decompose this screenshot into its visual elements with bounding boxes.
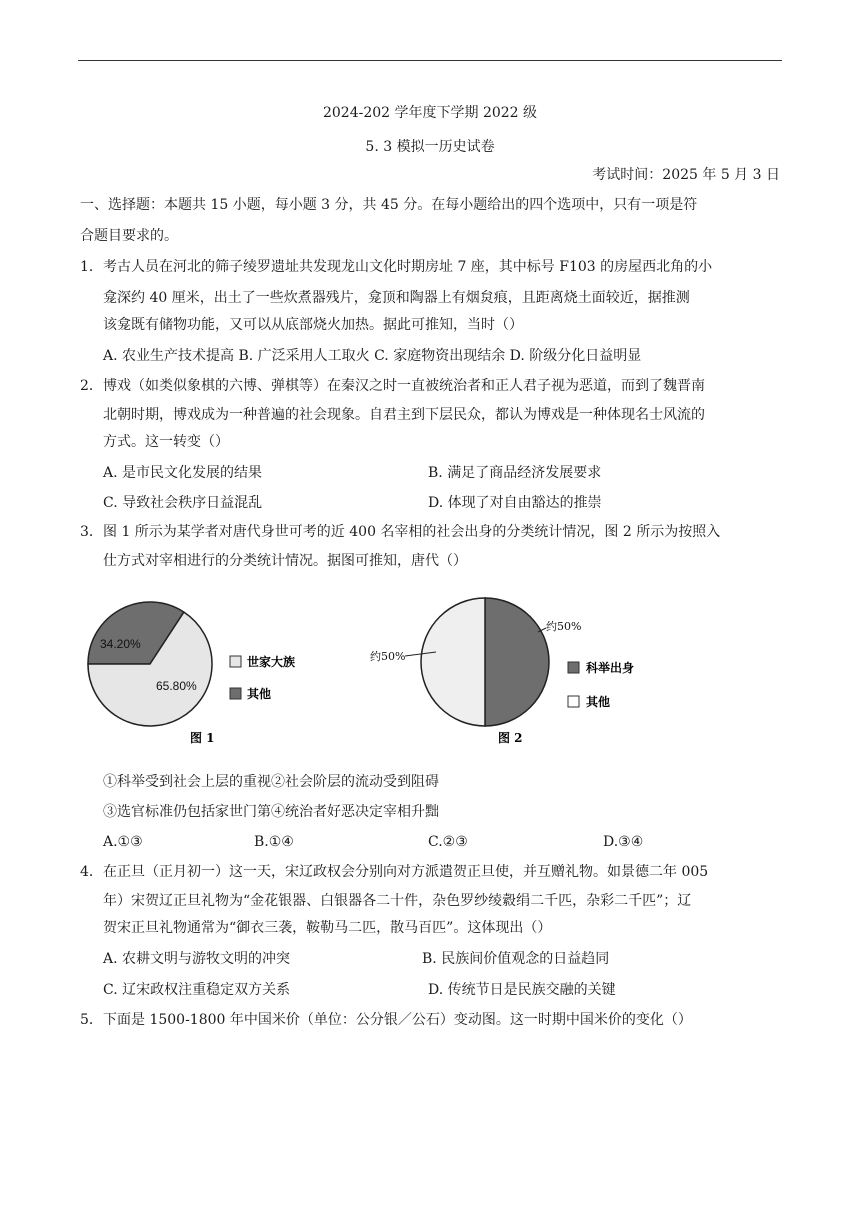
q3-number: 3． xyxy=(80,524,103,540)
pie1-label-shijia: 65.80% xyxy=(156,679,197,693)
q4-option-c: C. 辽宋政权注重稳定双方关系 xyxy=(103,982,291,998)
q4-option-b: B. 民族间价值观念的日益趋同 xyxy=(422,951,610,967)
exam-title-line1: 2024-202 学年度下学期 2022 级 xyxy=(322,105,538,121)
q3-statements-line1: ①科举受到社会上层的重视②社会阶层的流动受到阻碍 xyxy=(103,774,439,790)
figure-1-pie-chart xyxy=(80,590,400,750)
q5-number: 5． xyxy=(80,1012,103,1028)
legend-swatch-shijia xyxy=(230,656,241,667)
legend-swatch-other-2 xyxy=(568,696,579,707)
pie2-label-keju: 约50% xyxy=(546,620,582,633)
top-rule xyxy=(78,60,782,61)
q2-option-d: D. 体现了对自由豁达的推崇 xyxy=(428,495,602,511)
q2-option-c: C. 导致社会秩序日益混乱 xyxy=(103,495,263,511)
q3-option-c: C.②③ xyxy=(428,834,468,850)
q2-stem-line3: 方式。这一转变（） xyxy=(103,434,229,450)
q3-option-b: B.①④ xyxy=(254,834,294,850)
q4-option-a: A. 农耕文明与游牧文明的冲突 xyxy=(103,951,291,967)
q2-option-b: B. 满足了商品经济发展要求 xyxy=(428,465,602,481)
legend-label-keju: 科举出身 xyxy=(586,661,635,675)
q3-option-d: D.③④ xyxy=(603,834,644,850)
legend-label-other-1: 其他 xyxy=(247,687,272,701)
q5-stem-line1: 下面是 1500-1800 年中国米价（单位：公分银／公石）变动图。这一时期中国米价的变化（） xyxy=(103,1012,692,1028)
q4-option-d: D. 传统节日是民族交融的关键 xyxy=(428,982,616,998)
q1-stem-line2: 龛深约 40 厘米，出土了一些炊煮器残片，龛顶和陶器上有烟炱痕，且距离烧土面较近，据推测 xyxy=(103,290,690,306)
q4-stem-line2: 年）宋贺辽正旦礼物为“金花银器、白银器各二十件，杂色罗纱绫縠绢二千匹，杂彩二千匹”；辽 xyxy=(103,893,692,909)
q4-stem-line3: 贺宋正旦礼物通常为“御衣三袭，鞍勒马二匹，散马百匹”。这体现出（） xyxy=(103,920,552,936)
exam-time: 考试时间：2025 年 5 月 3 日 xyxy=(592,167,780,183)
legend-swatch-other-1 xyxy=(230,688,241,699)
q4-number: 4． xyxy=(80,864,103,880)
legend-swatch-keju xyxy=(568,662,579,673)
figure-1-caption: 图 1 xyxy=(190,731,215,745)
pie2-label-other: 约50% xyxy=(370,650,406,663)
q2-option-a: A. 是市民文化发展的结果 xyxy=(103,465,263,481)
q3-stem-line2: 仕方式对宰相进行的分类统计情况。据图可推知，唐代（） xyxy=(103,553,467,569)
pie1-slices xyxy=(88,602,212,726)
legend-label-other-2: 其他 xyxy=(586,695,611,709)
pie2-slice-keju xyxy=(485,598,549,726)
q2-stem-line1: 博戏（如类似象棋的六博、弹棋等）在秦汉之时一直被统治者和正人君子视为恶道，而到了魏晋南 xyxy=(103,378,705,394)
q1-options: A. 农业生产技术提高 B. 广泛采用人工取火 C. 家庭物资出现结余 D. 阶级分化日益明显 xyxy=(103,348,642,364)
exam-title-line2: 5. 3 模拟一历史试卷 xyxy=(365,139,495,155)
section-intro-line1: 一、选择题：本题共 15 小题，每小题 3 分，共 45 分。在每小题给出的四个选项中，只有一项是符 xyxy=(80,197,698,213)
pie2-slices xyxy=(421,598,549,726)
pie2-slice-other xyxy=(421,598,485,726)
figure-2-caption: 图 2 xyxy=(498,731,523,745)
q1-number: 1． xyxy=(80,259,103,275)
section-intro-line2: 合题目要求的。 xyxy=(80,228,178,244)
q1-stem-line3: 该龛既有储物功能，又可以从底部烧火加热。据此可推知，当时（） xyxy=(103,317,523,333)
q3-statements-line2: ③选官标准仍包括家世门第④统治者好恶决定宰相升黜 xyxy=(103,804,439,820)
q4-stem-line1: 在正旦（正月初一）这一天，宋辽政权会分别向对方派遣贺正旦使，并互赠礼物。如景德二年 005 xyxy=(103,864,709,880)
q3-option-a: A.①③ xyxy=(103,834,143,850)
figure-2-pie-chart xyxy=(360,590,650,750)
q3-stem-line1: 图 1 所示为某学者对唐代身世可考的近 400 名宰相的社会出身的分类统计情况，图 2 所示为按照入 xyxy=(103,524,721,540)
pie1-label-other: 34.20% xyxy=(100,637,141,651)
q1-stem-line1: 考古人员在河北的筛子绫罗遗址共发现龙山文化时期房址 7 座，其中标号 F103 的房屋西北角的小 xyxy=(103,259,713,275)
q2-number: 2． xyxy=(80,378,103,394)
q2-stem-line2: 北朝时期，博戏成为一种普遍的社会现象。自君主到下层民众，都认为博戏是一种体现名士风流的 xyxy=(103,407,705,423)
legend-label-shijia: 世家大族 xyxy=(247,655,296,669)
